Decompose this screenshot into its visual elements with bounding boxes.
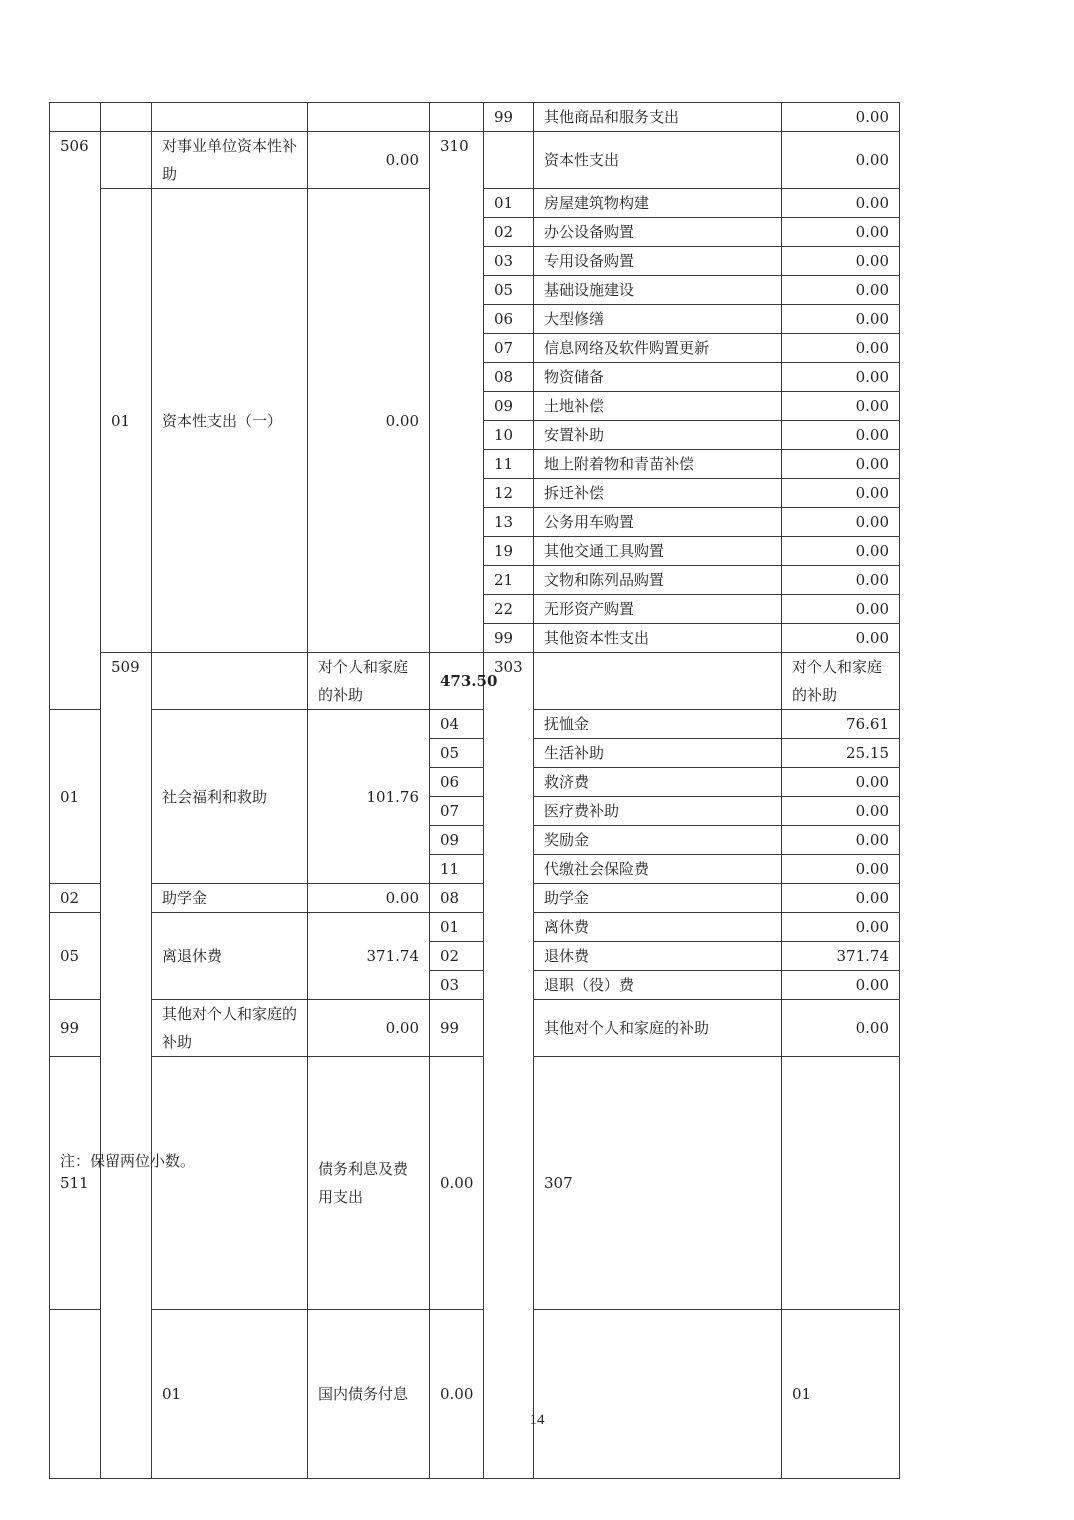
econ-item-code: 06 [430,768,484,797]
econ-item-amount: 0.00 [782,913,900,942]
econ-item-name: 安置补助 [534,421,782,450]
econ-item-name: 其他对个人和家庭的补助 [534,1000,782,1057]
econ-item-amount: 0.00 [782,103,900,132]
econ-item-name: 拆迁补偿 [534,479,782,508]
func-item-cell [101,132,152,189]
econ-item-name: 救济费 [534,768,782,797]
func-amount-cell [308,103,430,132]
func-item-name: 离退休费 [152,913,308,1000]
econ-item-cell [782,1057,900,1310]
econ-class-amount: 0.00 [782,132,900,189]
econ-item-amount: 0.00 [782,855,900,884]
func-item-cell [152,1057,308,1310]
func-class-cell [50,103,101,132]
econ-item-name: 地上附着物和青苗补偿 [534,450,782,479]
econ-item-name: 办公设备购置 [534,218,782,247]
econ-item-name: 无形资产购置 [534,595,782,624]
func-class-amount: 0.00 [308,132,430,189]
econ-item-code: 09 [484,392,534,421]
econ-class-code: 303 [484,653,534,1479]
econ-item-name: 抚恤金 [534,710,782,739]
table-row [50,103,900,132]
econ-item-amount: 0.00 [782,768,900,797]
econ-item-name: 信息网络及软件购置更新 [534,334,782,363]
econ-item-name: 退职（役）费 [534,971,782,1000]
econ-item-code: 19 [484,537,534,566]
func-item-name: 助学金 [152,884,308,913]
econ-class-cell [430,103,484,132]
func-item-amount: 0.00 [430,1310,484,1479]
econ-item-code: 10 [484,421,534,450]
econ-item-amount: 0.00 [782,450,900,479]
econ-item-amount: 0.00 [782,624,900,653]
econ-item-amount: 25.15 [782,739,900,768]
econ-item-amount: 0.00 [782,218,900,247]
page-number: 14 [529,1412,545,1428]
budget-table [49,102,900,1479]
func-name-cell [152,103,308,132]
econ-item-code: 21 [484,566,534,595]
econ-item-amount: 0.00 [782,392,900,421]
econ-item-name: 物资储备 [534,363,782,392]
econ-item-code: 99 [484,624,534,653]
econ-item-amount: 0.00 [782,334,900,363]
func-item-name: 社会福利和救助 [152,710,308,884]
econ-item-amount: 0.00 [782,247,900,276]
func-item-name: 国内债务付息 [308,1310,430,1479]
econ-item-code: 99 [484,103,534,132]
econ-item-code: 07 [484,334,534,363]
econ-item-amount: 0.00 [782,276,900,305]
econ-item-name: 医疗费补助 [534,797,782,826]
econ-class-code: 310 [430,132,484,653]
table-row [50,884,900,913]
econ-item-code: 01 [430,913,484,942]
econ-item-amount: 0.00 [782,566,900,595]
func-class-name: 对事业单位资本性补助 [152,132,308,189]
econ-item-code: 22 [484,595,534,624]
econ-item-name: 代缴社会保险费 [534,855,782,884]
econ-item-code: 11 [484,450,534,479]
func-item-name: 其他对个人和家庭的补助 [152,1000,308,1057]
econ-item-code: 12 [484,479,534,508]
econ-item-code: 08 [430,884,484,913]
econ-class-cell [534,1310,782,1479]
econ-item-code: 09 [430,826,484,855]
econ-item-amount: 371.74 [782,942,900,971]
econ-item-name: 专用设备购置 [534,247,782,276]
func-item-amount: 101.76 [308,710,430,884]
econ-item-cell [534,653,782,710]
econ-item-amount: 0.00 [782,1000,900,1057]
econ-item-amount: 0.00 [782,595,900,624]
econ-item-amount: 76.61 [782,710,900,739]
table-row [50,710,900,739]
table-row [50,1057,900,1310]
econ-item-name: 其他商品和服务支出 [534,103,782,132]
econ-item-code: 08 [484,363,534,392]
table-row [50,132,900,189]
func-class-name: 债务利息及费用支出 [308,1057,430,1310]
econ-item-amount: 0.00 [782,189,900,218]
econ-item-code: 06 [484,305,534,334]
econ-item-amount: 0.00 [782,797,900,826]
econ-item-name: 助学金 [534,884,782,913]
func-item-name: 资本性支出（一） [152,189,308,653]
table-row [50,913,900,942]
econ-item-name: 其他交通工具购置 [534,537,782,566]
econ-item-amount: 0.00 [782,884,900,913]
econ-item-amount: 0.00 [782,826,900,855]
func-class-cell [50,1310,101,1479]
func-item-code: 05 [50,913,101,1000]
func-item-code: 01 [50,710,101,884]
econ-item-name: 生活补助 [534,739,782,768]
econ-item-name: 退休费 [534,942,782,971]
func-item-code: 99 [50,1000,101,1057]
func-item-cell [101,103,152,132]
econ-item-name: 奖励金 [534,826,782,855]
econ-item-name: 房屋建筑物构建 [534,189,782,218]
func-item-code: 01 [101,189,152,653]
func-class-code: 509 [101,653,152,1479]
table-row [50,1310,900,1479]
econ-item-amount: 0.00 [782,421,900,450]
econ-item-amount: 0.00 [782,479,900,508]
func-class-amount: 473.50 [430,653,484,710]
econ-item-code: 07 [430,797,484,826]
func-item-amount: 0.00 [308,189,430,653]
func-item-code: 01 [152,1310,308,1479]
func-item-cell [152,653,308,710]
econ-item-name: 基础设施建设 [534,276,782,305]
func-item-amount: 0.00 [308,884,430,913]
econ-class-name: 资本性支出 [534,132,782,189]
econ-item-code: 05 [484,276,534,305]
econ-item-amount: 0.00 [782,971,900,1000]
econ-item-code: 03 [430,971,484,1000]
econ-item-name: 文物和陈列品购置 [534,566,782,595]
econ-item-name: 离休费 [534,913,782,942]
econ-item-name: 其他资本性支出 [534,624,782,653]
econ-item-code: 13 [484,508,534,537]
econ-item-name: 大型修缮 [534,305,782,334]
econ-class-code: 307 [534,1057,782,1310]
econ-class-name: 对个人和家庭的补助 [782,653,900,710]
table-note: 注：保留两位小数。 [60,1152,196,1170]
econ-item-code: 99 [430,1000,484,1057]
econ-item-code: 02 [430,942,484,971]
econ-item-cell [484,132,534,189]
econ-item-name: 土地补偿 [534,392,782,421]
econ-item-code: 11 [430,855,484,884]
econ-item-code: 01 [484,189,534,218]
econ-item-code: 04 [430,710,484,739]
econ-item-amount: 0.00 [782,508,900,537]
func-item-amount: 371.74 [308,913,430,1000]
func-class-code: 511 [50,1057,101,1310]
func-item-code: 02 [50,884,101,913]
func-class-name: 对个人和家庭的补助 [308,653,430,710]
econ-item-name: 公务用车购置 [534,508,782,537]
table-row [50,653,900,710]
econ-item-amount: 0.00 [782,537,900,566]
func-class-code: 506 [50,132,101,710]
table-row [50,1000,900,1057]
econ-item-amount: 0.00 [782,363,900,392]
econ-item-amount: 0.00 [782,305,900,334]
econ-item-code: 02 [484,218,534,247]
econ-item-code: 03 [484,247,534,276]
econ-item-code: 01 [782,1310,900,1479]
func-item-amount: 0.00 [308,1000,430,1057]
econ-item-code: 05 [430,739,484,768]
func-class-amount: 0.00 [430,1057,484,1310]
